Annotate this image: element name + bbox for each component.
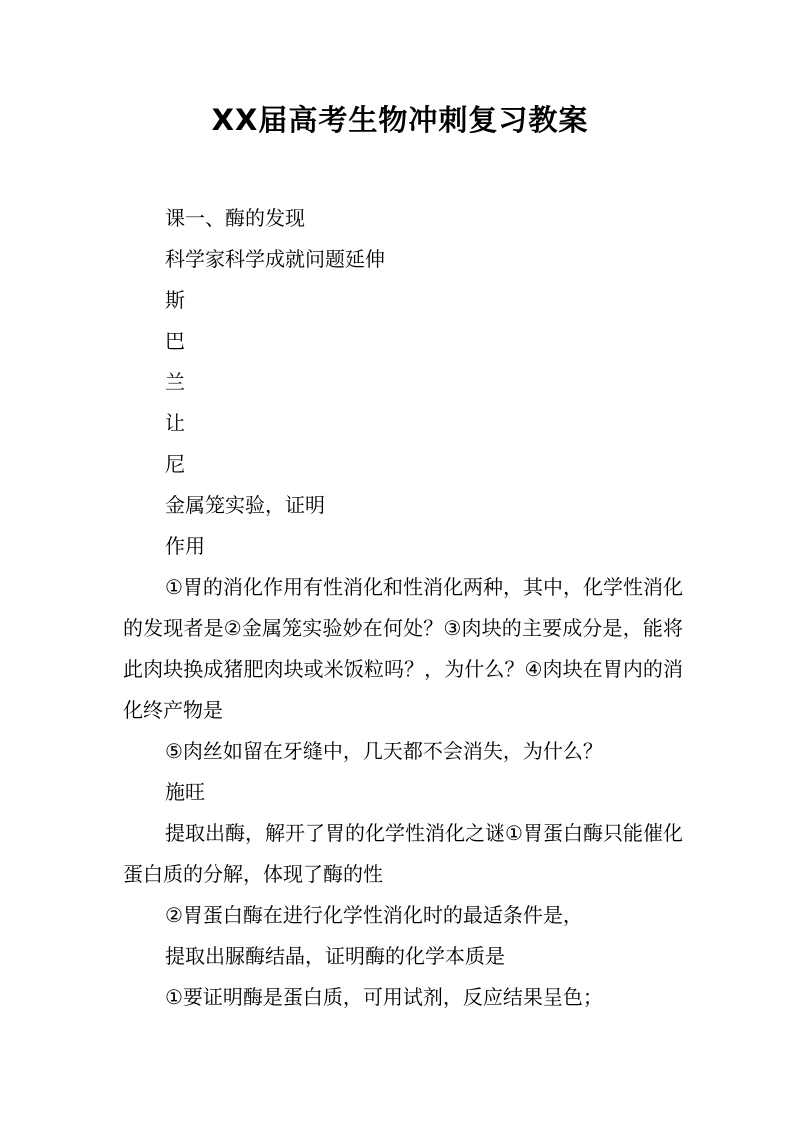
- paragraph: 尼: [165, 452, 185, 476]
- paragraph: ①要证明酶是蛋白质，可用试剂，反应结果呈色；: [165, 985, 603, 1009]
- paragraph: 施旺: [165, 780, 205, 804]
- paragraph: 斯: [165, 288, 185, 312]
- document-title: XX届高考生物冲刺复习教案: [211, 103, 589, 137]
- paragraph: 科学家科学成就问题延伸: [165, 247, 385, 271]
- paragraph: 让: [165, 411, 185, 435]
- paragraph: ②胃蛋白酶在进行化学性消化时的最适条件是，: [165, 903, 583, 927]
- paragraph: 巴: [165, 329, 185, 353]
- paragraph: 提取出酶，解开了胃的化学性消化之谜①胃蛋白酶只能催化蛋白质的分解，体现了酶的性: [123, 821, 683, 886]
- document-body: [123, 198, 683, 1018]
- paragraph: 课一、酶的发现: [165, 206, 305, 230]
- paragraph: 提取出脲酶结晶，证明酶的化学本质是: [165, 944, 505, 968]
- paragraph: 兰: [165, 370, 185, 394]
- paragraph: 作用: [165, 534, 205, 558]
- paragraph: ①胃的消化作用有性消化和性消化两种，其中，化学性消化的发现者是②金属笼实验妙在何处？③肉块的主要成分是，能将此肉块换成猪肥肉块或米饭粒吗？，为什么？④肉块在胃内的消化终产物是: [123, 575, 683, 722]
- paragraph: ⑤肉丝如留在牙缝中，几天都不会消失，为什么？: [165, 739, 603, 763]
- paragraph: 金属笼实验，证明: [165, 493, 325, 517]
